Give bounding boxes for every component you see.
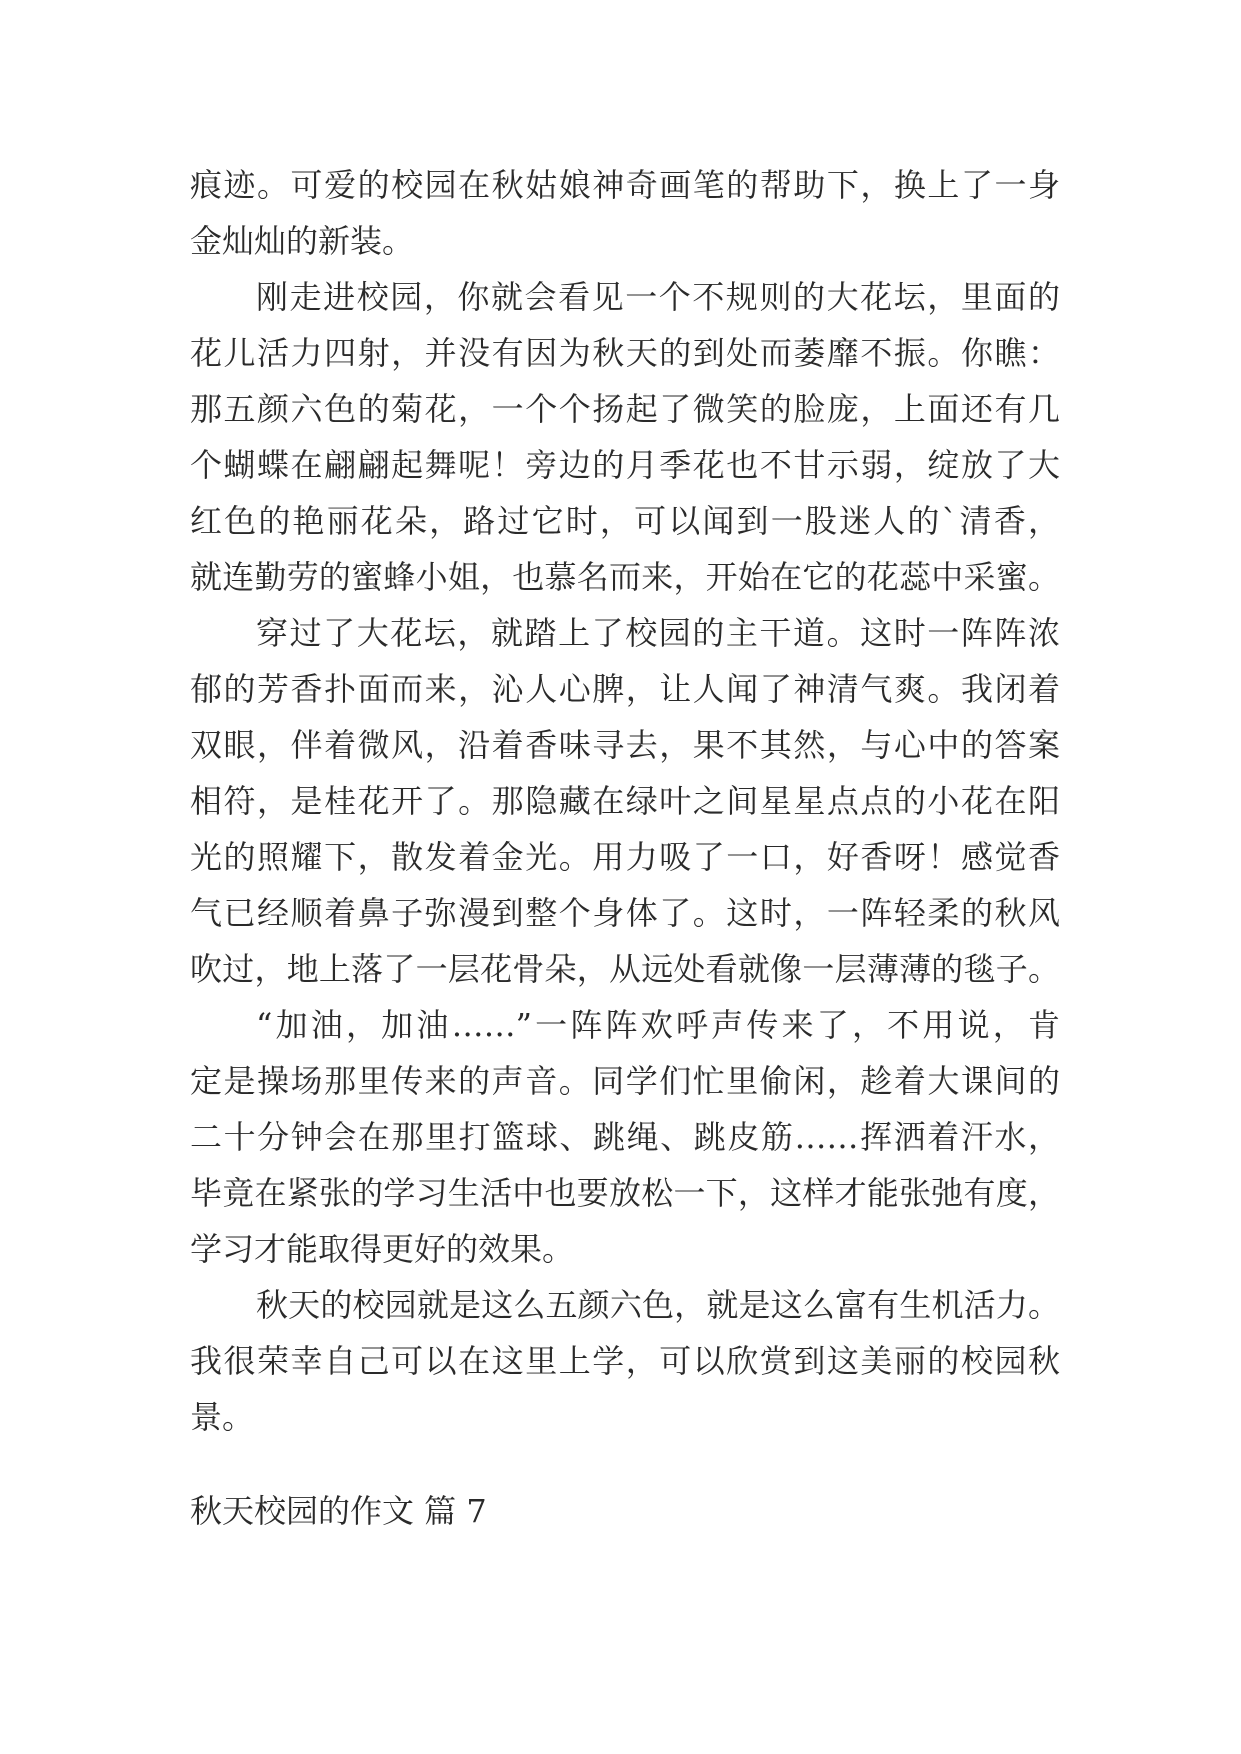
paragraph-line: 个蝴蝶在翩翩起舞呢！旁边的月季花也不甘示弱，绽放了大 [190, 446, 1060, 484]
paragraph-line: 金灿灿的新装。 [190, 222, 415, 260]
paragraph-line: 穿过了大花坛，就踏上了校园的主干道。这时一阵阵浓 [256, 614, 1060, 652]
paragraph-line: 双眼，伴着微风，沿着香味寻去，果不其然，与心中的答案 [190, 726, 1060, 764]
paragraph-line: 花儿活力四射，并没有因为秋天的到处而萎靡不振。你瞧： [190, 334, 1060, 372]
paragraph-line: 我很荣幸自己可以在这里上学，可以欣赏到这美丽的校园秋 [190, 1342, 1060, 1380]
paragraph-line: 秋天的校园就是这么五颜六色，就是这么富有生机活力。 [256, 1286, 1060, 1324]
paragraph-line: 定是操场那里传来的声音。同学们忙里偷闲，趁着大课间的 [190, 1062, 1060, 1100]
paragraph-line: 景。 [190, 1398, 255, 1436]
paragraph-line: 红色的艳丽花朵，路过它时，可以闻到一股迷人的`清香， [190, 502, 1060, 540]
paragraph-line: 学习才能取得更好的效果。 [190, 1230, 575, 1268]
paragraph-line: 光的照耀下，散发着金光。用力吸了一口，好香呀！感觉香 [190, 838, 1060, 876]
paragraph-line: 就连勤劳的蜜蜂小姐，也慕名而来，开始在它的花蕊中采蜜。 [190, 558, 1060, 596]
paragraph-line: 郁的芳香扑面而来，沁人心脾，让人闻了神清气爽。我闭着 [190, 670, 1060, 708]
section-heading: 秋天校园的作文 篇 7 [190, 1492, 487, 1530]
paragraph-line: 相符，是桂花开了。那隐藏在绿叶之间星星点点的小花在阳 [190, 782, 1060, 820]
paragraph-line: 那五颜六色的菊花，一个个扬起了微笑的脸庞，上面还有几 [190, 390, 1060, 428]
paragraph-line: “加油，加油……”一阵阵欢呼声传来了，不用说，肯 [256, 1006, 1060, 1044]
paragraph-line: 气已经顺着鼻子弥漫到整个身体了。这时，一阵轻柔的秋风 [190, 894, 1060, 932]
paragraph-line: 毕竟在紧张的学习生活中也要放松一下，这样才能张弛有度， [190, 1174, 1060, 1212]
paragraph-line: 刚走进校园，你就会看见一个不规则的大花坛，里面的 [256, 278, 1060, 316]
paragraph-line: 吹过，地上落了一层花骨朵，从远处看就像一层薄薄的毯子。 [190, 950, 1060, 988]
paragraph-line: 痕迹。可爱的校园在秋姑娘神奇画笔的帮助下，换上了一身 [190, 166, 1060, 204]
paragraph-line: 二十分钟会在那里打篮球、跳绳、跳皮筋……挥洒着汗水， [190, 1118, 1060, 1156]
